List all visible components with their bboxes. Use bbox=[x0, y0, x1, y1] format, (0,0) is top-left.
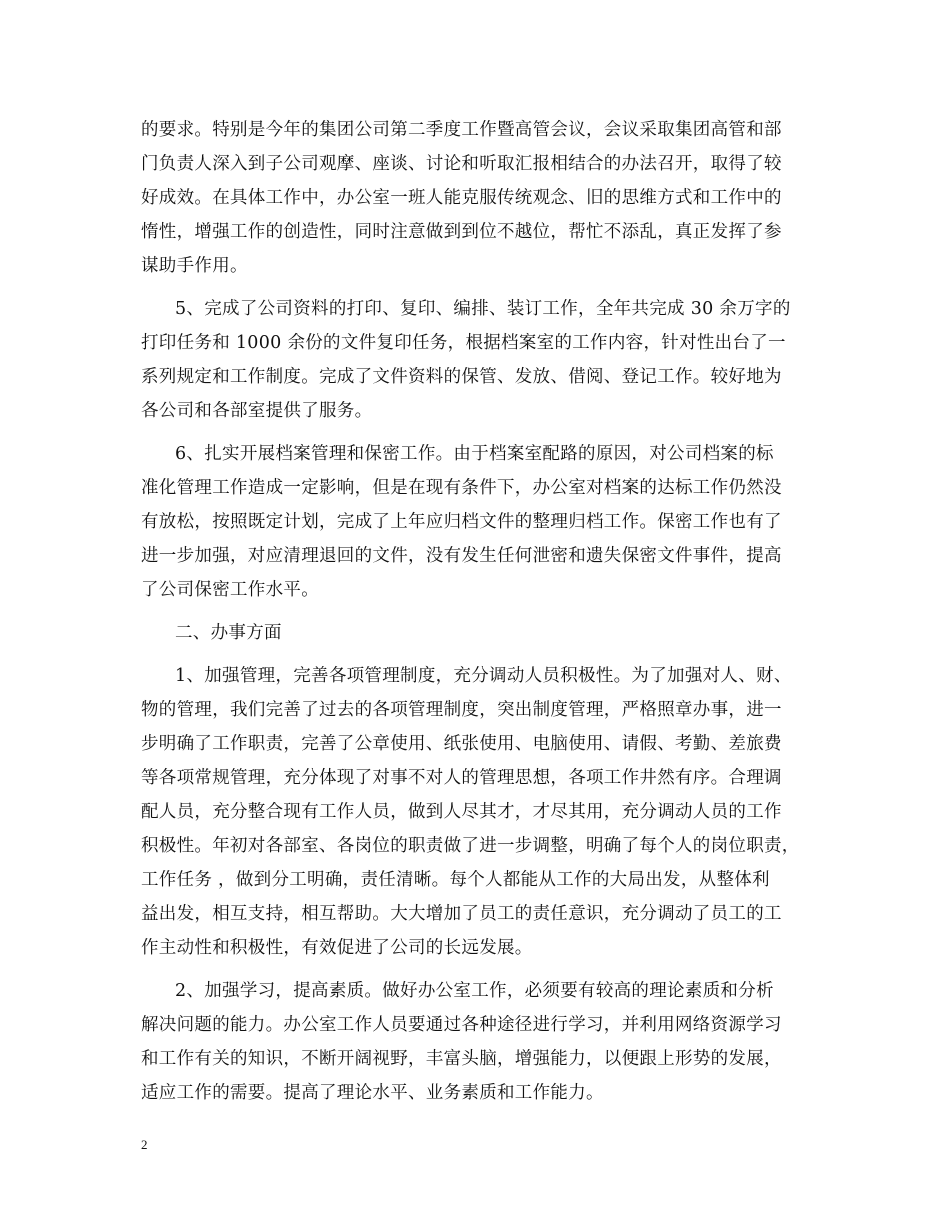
text-line: 益出发，相互支持，相互帮助。大大增加了员工的责任意识，充分调动了员工的工 bbox=[141, 904, 782, 924]
text-line: 打印任务和 1000 余份的文件复印任务，根据档案室的工作内容，针对性出台了一 bbox=[141, 333, 786, 353]
text-line: 准化管理工作造成一定影响，但是在现有条件下，办公室对档案的达标工作仍然没 bbox=[141, 478, 782, 498]
text-line: 了公司保密工作水平。 bbox=[141, 580, 319, 600]
text-line: 各公司和各部室提供了服务。 bbox=[141, 401, 373, 421]
text-line: 谋助手作用。 bbox=[141, 256, 248, 276]
text-line: 惰性，增强工作的创造性，同时注意做到到位不越位，帮忙不添乱，真正发挥了参 bbox=[141, 222, 782, 242]
text-line: 适应工作的需要。提高了理论水平、业务素质和工作能力。 bbox=[141, 1083, 604, 1103]
text-line: 门负责人深入到子公司观摩、座谈、讨论和听取汇报相结合的办法召开，取得了较 bbox=[141, 154, 782, 174]
text-line: 5、完成了公司资料的打印、复印、编排、装订工作，全年共完成 30 余万字的 bbox=[175, 299, 791, 319]
text-line: 解决问题的能力。办公室工作人员要通过各种途径进行学习，并利用网络资源学习 bbox=[141, 1015, 782, 1035]
text-line: 6、扎实开展档案管理和保密工作。由于档案室配路的原因，对公司档案的标 bbox=[175, 444, 774, 464]
text-line: 1、加强管理，完善各项管理制度，充分调动人员积极性。为了加强对人、财、 bbox=[175, 666, 792, 686]
text-line: 2、加强学习，提高素质。做好办公室工作，必须要有较高的理论素质和分析 bbox=[175, 981, 774, 1001]
text-line: 有放松，按照既定计划，完成了上年应归档文件的整理归档工作。保密工作也有了 bbox=[141, 512, 782, 532]
text-line: 积极性。年初对各部室、各岗位的职责做了进一步调整，明确了每个人的岗位职责， bbox=[141, 836, 800, 856]
text-line: 的要求。特别是今年的集团公司第二季度工作暨高管会议，会议采取集团高管和部 bbox=[141, 120, 782, 140]
text-line: 步明确了工作职责，完善了公章使用、纸张使用、电脑使用、请假、考勤、差旅费 bbox=[141, 734, 782, 754]
text-line: 物的管理，我们完善了过去的各项管理制度，突出制度管理，严格照章办事，进一 bbox=[141, 700, 782, 720]
text-line: 作主动性和积极性，有效促进了公司的长远发展。 bbox=[141, 938, 533, 958]
text-line: 好成效。在具体工作中，办公室一班人能克服传统观念、旧的思维方式和工作中的 bbox=[141, 188, 782, 208]
text-line: 和工作有关的知识，不断开阔视野，丰富头脑，增强能力，以便跟上形势的发展， bbox=[141, 1049, 782, 1069]
page-number: 2 bbox=[141, 1137, 148, 1152]
text-line: 配人员，充分整合现有工作人员，做到人尽其才，才尽其用，充分调动人员的工作 bbox=[141, 802, 782, 822]
text-line: 等各项常规管理，充分体现了对事不对人的管理思想，各项工作井然有序。合理调 bbox=[141, 768, 782, 788]
text-line: 工作任务 ，做到分工明确，责任清晰。每个人都能从工作的大局出发，从整体利 bbox=[141, 870, 770, 890]
text-line: 二、办事方面 bbox=[175, 623, 282, 643]
text-line: 进一步加强，对应清理退回的文件，没有发生任何泄密和遗失保密文件事件，提高 bbox=[141, 546, 782, 566]
body-text bbox=[141, 113, 816, 1119]
text-line: 系列规定和工作制度。完成了文件资料的保管、发放、借阅、登记工作。较好地为 bbox=[141, 367, 782, 387]
